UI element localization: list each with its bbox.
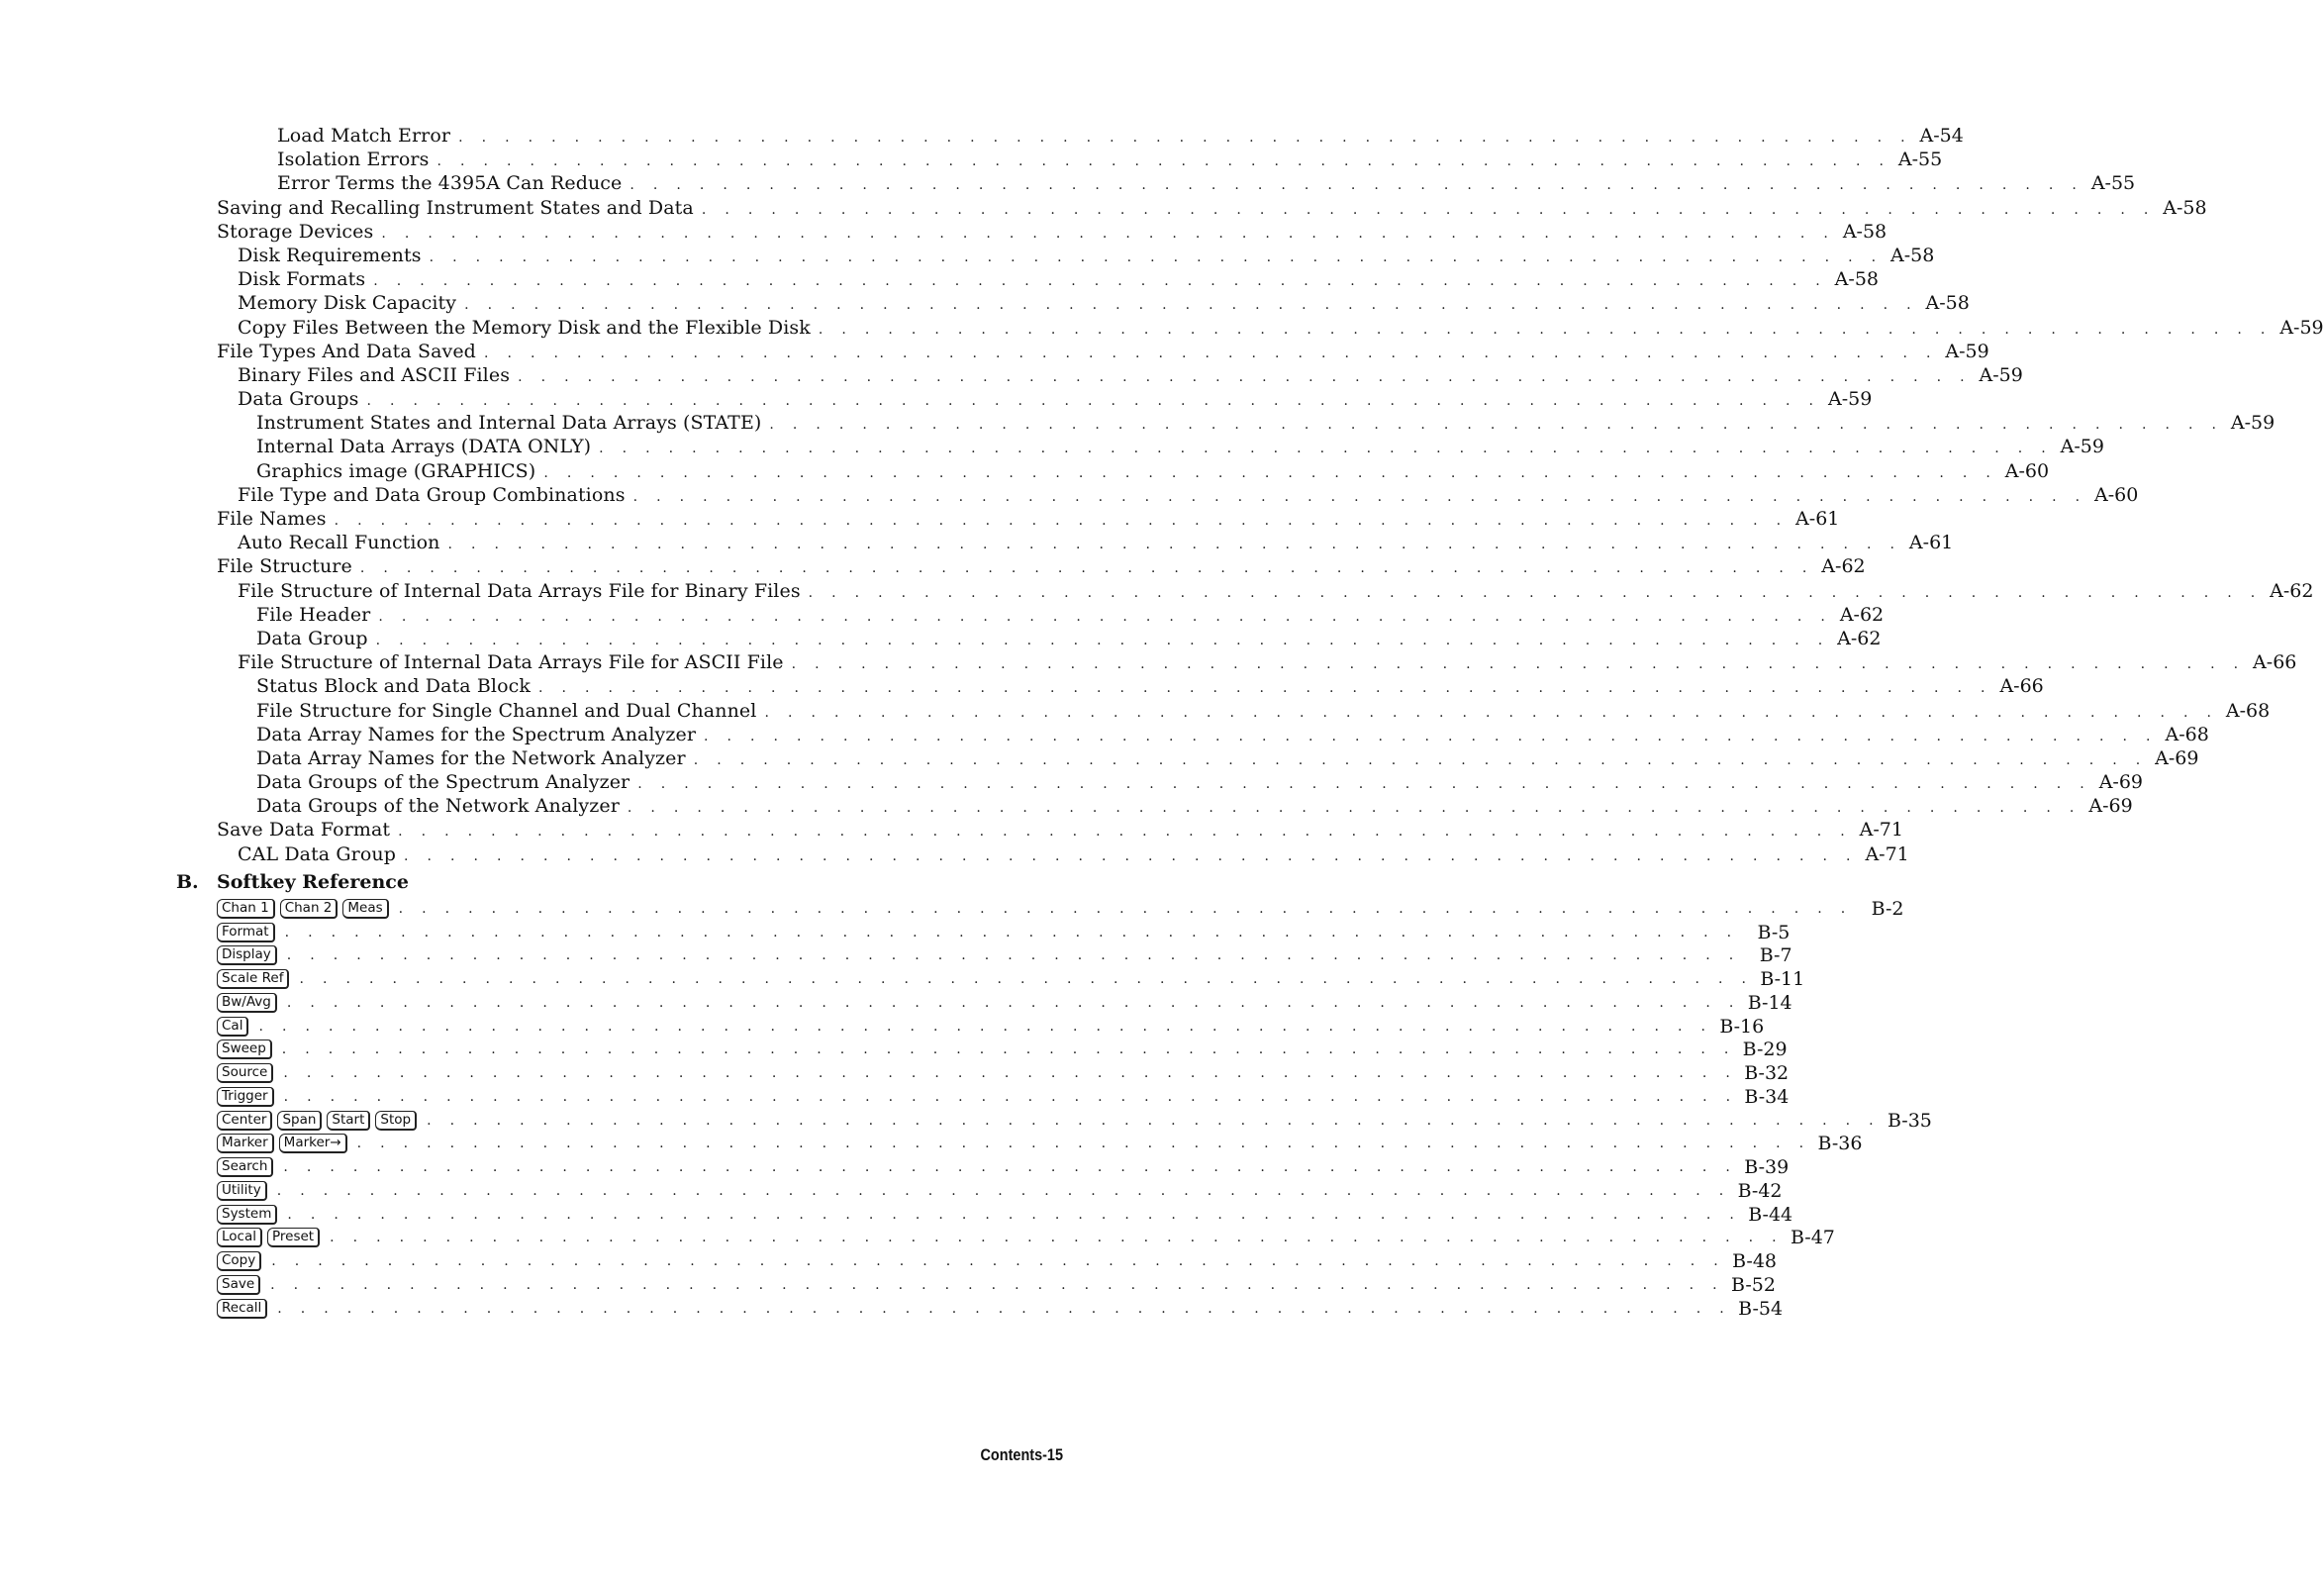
toc-entry-page: A-62	[2270, 579, 2314, 602]
toc-entry-title: Disk Requirements	[238, 244, 422, 266]
key-group	[217, 1134, 347, 1153]
toc-entry[interactable]	[217, 244, 1935, 267]
hardkey-label: Center	[217, 1111, 272, 1131]
toc-entry[interactable]	[217, 603, 1885, 627]
softkey-entry-page: B-44	[1748, 1203, 1793, 1226]
softkey-entry-page: B-36	[1817, 1133, 1863, 1155]
softkey-entry[interactable]	[217, 1133, 1863, 1156]
dot-leader: . . . . . . . . . . . . . . . . . . . . . . . . . . . . . . . . . . . . . . . . . . . . . . . . . . . . . . . . . . . . . . .	[704, 728, 2158, 744]
dot-leader: . . . . . . . . . . . . . . . . . . . . . . . . . . . . . . . . . . . . . . . . . . . . . . . . . . . . . . . . . . . . . . .	[284, 924, 1739, 940]
toc-entry[interactable]	[217, 818, 1903, 842]
dot-leader: . . . . . . . . . . . . . . . . . . . . . . . . . . . . . . . . . . . . . . . . . . . . . . . . . . . . . . . . . . . . . . .	[281, 1041, 1736, 1058]
softkey-entry[interactable]	[217, 967, 1805, 991]
toc-entry-title: Status Block and Data Block	[256, 675, 531, 698]
dot-leader: . . . . . . . . . . . . . . . . . . . . . . . . . . . . . . . . . . . . . . . . . . . . . . . . . . . . . . . . . . . . . . .	[764, 704, 2219, 721]
dot-leader: . . . . . . . . . . . . . . . . . . . . . . . . . . . . . . . . . . . . . . . . . . . . . . . . . . . . . . . . . . . . . . .	[373, 273, 1827, 290]
section-letter: B.	[176, 871, 199, 893]
hardkey-label: Span	[277, 1111, 322, 1131]
softkey-entry[interactable]	[217, 1109, 1932, 1133]
toc-entry[interactable]	[217, 148, 1943, 171]
hardkey-label: Meas	[342, 899, 388, 919]
key-group	[217, 993, 277, 1013]
toc-entry[interactable]	[217, 363, 2023, 387]
toc-entry[interactable]	[217, 674, 2044, 698]
toc-entry[interactable]	[217, 650, 2297, 674]
key-group	[217, 945, 277, 965]
softkey-entry[interactable]	[217, 897, 1904, 921]
toc-entry-title: File Structure for Single Channel and Dual Channel	[256, 699, 757, 722]
toc-entry[interactable]	[217, 627, 1882, 650]
toc-entry-page: A-60	[2004, 459, 2050, 482]
toc-entry-page: A-62	[1839, 603, 1885, 626]
toc-entry-title: Data Groups of the Spectrum Analyzer	[256, 771, 630, 794]
softkey-entry-page: B-7	[1759, 944, 1792, 967]
key-group	[217, 1251, 261, 1271]
dot-leader: . . . . . . . . . . . . . . . . . . . . . . . . . . . . . . . . . . . . . . . . . . . . . . . . . . . . . . . . . . . . . . .	[769, 417, 2224, 434]
toc-entry-page: A-66	[1999, 675, 2044, 698]
dot-leader: . . . . . . . . . . . . . . . . . . . . . . . . . . . . . . . . . . . . . . . . . . . . . . . . . . . . . . . . . . . . . . .	[629, 177, 2084, 194]
hardkey-label: Local	[217, 1228, 262, 1247]
softkey-entry-page: B-48	[1732, 1250, 1778, 1273]
toc-entry[interactable]	[217, 435, 2104, 458]
toc-entry[interactable]	[217, 124, 1964, 148]
toc-entry[interactable]	[217, 291, 1970, 315]
softkey-entry-page: B-2	[1871, 897, 1904, 920]
toc-entry-page: A-54	[1919, 125, 1964, 147]
softkey-entry-page: B-32	[1744, 1062, 1790, 1085]
softkey-entry[interactable]	[217, 1155, 1790, 1179]
section-heading	[176, 871, 409, 893]
dot-leader: . . . . . . . . . . . . . . . . . . . . . . . . . . . . . . . . . . . . . . . . . . . . . . . . . . . . . . . . . . . . . . .	[276, 1182, 1731, 1199]
softkey-entry[interactable]	[217, 1015, 1765, 1039]
softkey-entry[interactable]	[217, 1039, 1788, 1062]
key-group	[217, 1181, 267, 1201]
toc-entry-title: Data Group	[256, 627, 368, 649]
toc-list	[217, 124, 2324, 866]
softkey-entry[interactable]	[217, 1203, 1793, 1227]
dot-leader: . . . . . . . . . . . . . . . . . . . . . . . . . . . . . . . . . . . . . . . . . . . . . . . . . . . . . . . . . . . . . . .	[286, 947, 1741, 964]
dot-leader: . . . . . . . . . . . . . . . . . . . . . . . . . . . . . . . . . . . . . . . . . . . . . . . . . . . . . . . . . . . . . . .	[458, 130, 1912, 146]
dot-leader: . . . . . . . . . . . . . . . . . . . . . . . . . . . . . . . . . . . . . . . . . . . . . . . . . . . . . . . . . . . . . . .	[632, 488, 2087, 505]
hardkey-label: Recall	[217, 1299, 267, 1319]
dot-leader: . . . . . . . . . . . . . . . . . . . . . . . . . . . . . . . . . . . . . . . . . . . . . . . . . . . . . . . . . . . . . . .	[808, 584, 2263, 601]
dot-leader: . . . . . . . . . . . . . . . . . . . . . . . . . . . . . . . . . . . . . . . . . . . . . . . . . . . . . . . . . . . . . . .	[701, 201, 2156, 218]
dot-leader: . . . . . . . . . . . . . . . . . . . . . . . . . . . . . . . . . . . . . . . . . . . . . . . . . . . . . . . . . . . . . . .	[283, 1088, 1738, 1105]
toc-entry-page: A-66	[2253, 651, 2297, 674]
toc-entry[interactable]	[217, 770, 2144, 794]
dot-leader: . . . . . . . . . . . . . . . . . . . . . . . . . . . . . . . . . . . . . . . . . . . . . . . . . . . . . . . . . . . . . . .	[543, 464, 1998, 481]
toc-entry-title: Graphics image (GRAPHICS)	[256, 459, 536, 482]
toc-entry-page: A-55	[1897, 148, 1943, 171]
toc-entry-page: A-69	[2088, 795, 2133, 818]
hardkey-label: Utility	[217, 1181, 267, 1201]
key-group	[217, 1111, 417, 1131]
dot-leader: . . . . . . . . . . . . . . . . . . . . . . . . . . . . . . . . . . . . . . . . . . . . . . . . . . . . . . . . . . . . . . .	[818, 321, 2273, 338]
dot-leader: . . . . . . . . . . . . . . . . . . . . . . . . . . . . . . . . . . . . . . . . . . . . . . . . . . . . . . . . . . . . . . .	[436, 153, 1891, 170]
toc-entry-title: Data Array Names for the Spectrum Analyzer	[256, 723, 697, 745]
toc-entry-page: A-59	[1945, 340, 1989, 362]
toc-entry-page: A-58	[1842, 220, 1888, 243]
toc-entry[interactable]	[217, 699, 2271, 723]
toc-entry-page: A-68	[2165, 723, 2209, 745]
hardkey-label: Format	[217, 923, 275, 942]
dot-leader: . . . . . . . . . . . . . . . . . . . . . . . . . . . . . . . . . . . . . . . . . . . . . . . . . . . . . . . . . . . . . . .	[330, 1230, 1784, 1246]
softkey-entry-page: B-14	[1747, 991, 1792, 1014]
toc-entry-page: A-58	[1890, 244, 1935, 266]
toc-entry-title: File Header	[256, 603, 371, 626]
dot-leader: . . . . . . . . . . . . . . . . . . . . . . . . . . . . . . . . . . . . . . . . . . . . . . . . . . . . . . . . . . . . . . .	[356, 1136, 1811, 1152]
hardkey-label: Source	[217, 1063, 273, 1083]
dot-leader: . . . . . . . . . . . . . . . . . . . . . . . . . . . . . . . . . . . . . . . . . . . . . . . . . . . . . . . . . . . . . . .	[599, 441, 2053, 457]
toc-entry-page: A-60	[2094, 483, 2139, 506]
toc-entry-title: Auto Recall Function	[238, 532, 440, 554]
softkey-entry[interactable]	[217, 1227, 1835, 1250]
toc-entry-title: Data Groups of the Network Analyzer	[256, 795, 620, 818]
toc-entry-page: A-59	[1979, 363, 2023, 386]
hardkey-label: Sweep	[217, 1040, 272, 1059]
toc-entry-page: A-61	[1795, 508, 1840, 530]
toc-entry[interactable]	[217, 579, 2314, 603]
softkey-entry-page: B-16	[1719, 1015, 1765, 1038]
dot-leader: . . . . . . . . . . . . . . . . . . . . . . . . . . . . . . . . . . . . . . . . . . . . . . . . . . . . . . . . . . . . . . .	[299, 971, 1754, 988]
toc-entry-title: File Names	[217, 508, 327, 530]
dot-leader: . . . . . . . . . . . . . . . . . . . . . . . . . . . . . . . . . . . . . . . . . . . . . . . . . . . . . . . . . . . . . . .	[271, 1253, 1726, 1270]
toc-entry[interactable]	[217, 746, 2199, 770]
toc-entry[interactable]	[217, 723, 2209, 746]
softkey-entry[interactable]	[217, 1273, 1776, 1297]
softkey-entry-page: B-47	[1790, 1227, 1835, 1249]
toc-entry[interactable]	[217, 531, 1954, 554]
dot-leader: . . . . . . . . . . . . . . . . . . . . . . . . . . . . . . . . . . . . . . . . . . . . . . . . . . . . . . . . . . . . . . .	[334, 513, 1789, 529]
softkey-entry[interactable]	[217, 1085, 1790, 1109]
dot-leader: . . . . . . . . . . . . . . . . . . . . . . . . . . . . . . . . . . . . . . . . . . . . . . . . . . . . . . . . . . . . . . .	[518, 368, 1972, 385]
softkey-entry[interactable]	[217, 1297, 1784, 1321]
dot-leader: . . . . . . . . . . . . . . . . . . . . . . . . . . . . . . . . . . . . . . . . . . . . . . . . . . . . . . . . . . . . . . .	[277, 1300, 1732, 1317]
toc-entry-page: A-61	[1908, 532, 1954, 554]
toc-entry-page: A-59	[2060, 436, 2104, 458]
dot-leader: . . . . . . . . . . . . . . . . . . . . . . . . . . . . . . . . . . . . . . . . . . . . . . . . . . . . . . . . . . . . . . .	[258, 1018, 1713, 1035]
toc-entry-title: File Type and Data Group Combinations	[238, 483, 626, 506]
dot-leader: . . . . . . . . . . . . . . . . . . . . . . . . . . . . . . . . . . . . . . . . . . . . . . . . . . . . . . . . . . . . . . .	[791, 656, 2246, 673]
toc-entry-page: A-71	[1859, 819, 1903, 842]
toc-entry-title: Internal Data Arrays (DATA ONLY)	[256, 436, 592, 458]
dot-leader: . . . . . . . . . . . . . . . . . . . . . . . . . . . . . . . . . . . . . . . . . . . . . . . . . . . . . . . . . . . . . . .	[429, 248, 1884, 265]
toc-entry-title: File Types And Data Saved	[217, 340, 476, 362]
toc-entry-page: A-68	[2225, 699, 2271, 722]
hardkey-label: Display	[217, 945, 277, 965]
toc-entry-page: A-58	[1925, 292, 1970, 315]
softkey-entry[interactable]	[217, 921, 1791, 944]
toc-entry[interactable]	[217, 483, 2139, 507]
dot-leader: . . . . . . . . . . . . . . . . . . . . . . . . . . . . . . . . . . . . . . . . . . . . . . . . . . . . . . . . . . . . . . .	[464, 297, 1918, 314]
softkey-entry[interactable]	[217, 1179, 1783, 1203]
key-group	[217, 1087, 274, 1107]
softkey-entry-page: B-5	[1757, 921, 1791, 943]
toc-entry-title: Load Match Error	[277, 125, 451, 147]
toc-entry-title: Error Terms the 4395A Can Reduce	[277, 172, 623, 195]
toc-entry-page: A-69	[2098, 771, 2144, 794]
key-group	[217, 1157, 273, 1177]
toc-entry-title: Binary Files and ASCII Files	[238, 363, 511, 386]
key-group	[217, 1275, 260, 1295]
section-title: Softkey Reference	[217, 871, 409, 893]
dot-leader: . . . . . . . . . . . . . . . . . . . . . . . . . . . . . . . . . . . . . . . . . . . . . . . . . . . . . . . . . . . . . . .	[359, 560, 1814, 577]
toc-entry-title: Saving and Recalling Instrument States and Data	[217, 196, 694, 219]
toc-entry[interactable]	[217, 411, 2276, 435]
key-group	[217, 1063, 273, 1083]
dot-leader: . . . . . . . . . . . . . . . . . . . . . . . . . . . . . . . . . . . . . . . . . . . . . . . . . . . . . . . . . . . . . . .	[381, 225, 1836, 242]
dot-leader: . . . . . . . . . . . . . . . . . . . . . . . . . . . . . . . . . . . . . . . . . . . . . . . . . . . . . . . . . . . . . . .	[270, 1276, 1724, 1293]
toc-entry[interactable]	[217, 171, 2136, 195]
softkey-entry-page: B-42	[1737, 1179, 1783, 1202]
toc-entry-page: A-69	[2155, 746, 2199, 769]
dot-leader: . . . . . . . . . . . . . . . . . . . . . . . . . . . . . . . . . . . . . . . . . . . . . . . . . . . . . . . . . . . . . . .	[693, 751, 2148, 768]
dot-leader: . . . . . . . . . . . . . . . . . . . . . . . . . . . . . . . . . . . . . . . . . . . . . . . . . . . . . . . . . . . . . . .	[403, 847, 1858, 864]
dot-leader: . . . . . . . . . . . . . . . . . . . . . . . . . . . . . . . . . . . . . . . . . . . . . . . . . . . . . . . . . . . . . . .	[283, 1159, 1738, 1176]
softkey-entry-page: B-34	[1744, 1085, 1790, 1108]
toc-entry-page: A-62	[1821, 555, 1866, 578]
hardkey-label: Search	[217, 1157, 273, 1177]
toc-entry-page: A-71	[1865, 842, 1909, 865]
toc-entry-page: A-59	[1827, 388, 1873, 411]
toc-entry-page: A-59	[2230, 412, 2276, 435]
softkey-entry-page: B-39	[1744, 1156, 1790, 1179]
toc-entry-title: File Structure	[217, 555, 352, 578]
toc-entry[interactable]	[217, 196, 2207, 220]
softkey-entry-page: B-52	[1731, 1273, 1776, 1296]
softkey-entry[interactable]	[217, 944, 1792, 968]
toc-entry-title: File Structure of Internal Data Arrays File for ASCII File	[238, 651, 784, 674]
dot-leader: . . . . . . . . . . . . . . . . . . . . . . . . . . . . . . . . . . . . . . . . . . . . . . . . . . . . . . . . . . . . . . .	[378, 608, 1833, 625]
toc-entry-page: A-55	[2090, 172, 2136, 195]
dot-leader: . . . . . . . . . . . . . . . . . . . . . . . . . . . . . . . . . . . . . . . . . . . . . . . . . . . . . . . . . . . . . . .	[398, 900, 1853, 917]
toc-entry-page: A-59	[2279, 316, 2324, 339]
toc-entry-title: Instrument States and Internal Data Arrays (STATE)	[256, 412, 762, 435]
hardkey-label: Save	[217, 1275, 260, 1295]
toc-entry-title: Data Array Names for the Network Analyzer	[256, 746, 686, 769]
toc-entry-page: A-58	[1834, 268, 1879, 291]
toc-entry[interactable]	[217, 842, 1909, 866]
toc-entry-title: Copy Files Between the Memory Disk and the Flexible Disk	[238, 316, 811, 339]
dot-leader: . . . . . . . . . . . . . . . . . . . . . . . . . . . . . . . . . . . . . . . . . . . . . . . . . . . . . . . . . . . . . . .	[283, 1065, 1738, 1082]
hardkey-label: Marker→	[279, 1134, 347, 1153]
toc-entry-title: Memory Disk Capacity	[238, 292, 457, 315]
softkey-entry[interactable]	[217, 1061, 1790, 1085]
toc-entry[interactable]	[217, 267, 1879, 291]
softkey-list	[217, 897, 1932, 1321]
toc-entry-title: Disk Formats	[238, 268, 366, 291]
hardkey-label: Chan 2	[280, 899, 339, 919]
toc-entry-title: Data Groups	[238, 388, 359, 411]
hardkey-label: System	[217, 1205, 277, 1225]
softkey-entry-page: B-35	[1887, 1109, 1932, 1132]
hardkey-label: Stop	[375, 1111, 417, 1131]
key-group	[217, 1228, 320, 1247]
toc-entry[interactable]	[217, 794, 2133, 818]
dot-leader: . . . . . . . . . . . . . . . . . . . . . . . . . . . . . . . . . . . . . . . . . . . . . . . . . . . . . . . . . . . . . . .	[637, 776, 2092, 793]
softkey-entry[interactable]	[217, 1249, 1778, 1273]
toc-entry[interactable]	[217, 459, 2050, 483]
toc-entry[interactable]	[217, 387, 1873, 411]
dot-leader: . . . . . . . . . . . . . . . . . . . . . . . . . . . . . . . . . . . . . . . . . . . . . . . . . . . . . . . . . . . . . . .	[483, 345, 1938, 361]
toc-entry[interactable]	[217, 554, 1866, 578]
hardkey-label: Preset	[267, 1228, 320, 1247]
dot-leader: . . . . . . . . . . . . . . . . . . . . . . . . . . . . . . . . . . . . . . . . . . . . . . . . . . . . . . . . . . . . . . .	[398, 824, 1852, 841]
hardkey-label: Scale Ref	[217, 969, 289, 989]
toc-entry[interactable]	[217, 316, 2324, 340]
dot-leader: . . . . . . . . . . . . . . . . . . . . . . . . . . . . . . . . . . . . . . . . . . . . . . . . . . . . . . . . . . . . . . .	[627, 800, 2082, 817]
hardkey-label: Chan 1	[217, 899, 275, 919]
key-group	[217, 1205, 277, 1225]
dot-leader: . . . . . . . . . . . . . . . . . . . . . . . . . . . . . . . . . . . . . . . . . . . . . . . . . . . . . . . . . . . . . . .	[537, 680, 1992, 697]
hardkey-label: Copy	[217, 1251, 261, 1271]
key-group	[217, 899, 389, 919]
softkey-entry-page: B-11	[1760, 968, 1805, 991]
dot-leader: . . . . . . . . . . . . . . . . . . . . . . . . . . . . . . . . . . . . . . . . . . . . . . . . . . . . . . . . . . . . . . .	[375, 632, 1830, 648]
dot-leader: . . . . . . . . . . . . . . . . . . . . . . . . . . . . . . . . . . . . . . . . . . . . . . . . . . . . . . . . . . . . . . .	[447, 537, 1902, 553]
toc-entry[interactable]	[217, 220, 1888, 244]
hardkey-label: Cal	[217, 1017, 248, 1037]
key-group	[217, 1017, 248, 1037]
softkey-entry-page: B-54	[1738, 1297, 1784, 1320]
softkey-entry-page: B-29	[1742, 1039, 1788, 1061]
key-group	[217, 1299, 267, 1319]
toc-entry-title: Isolation Errors	[277, 148, 430, 171]
dot-leader: . . . . . . . . . . . . . . . . . . . . . . . . . . . . . . . . . . . . . . . . . . . . . . . . . . . . . . . . . . . . . . .	[366, 393, 1821, 410]
toc-entry-page: A-58	[2163, 196, 2207, 219]
page-footer: Contents-15	[980, 1445, 1063, 1464]
toc-entry-title: Save Data Format	[217, 819, 391, 842]
key-group	[217, 923, 275, 942]
toc-entry[interactable]	[217, 340, 1989, 363]
toc-entry[interactable]	[217, 507, 1840, 531]
hardkey-label: Marker	[217, 1134, 274, 1153]
toc-entry-title: CAL Data Group	[238, 842, 396, 865]
hardkey-label: Start	[327, 1111, 370, 1131]
hardkey-label: Bw/Avg	[217, 993, 277, 1013]
softkey-entry[interactable]	[217, 991, 1792, 1015]
dot-leader: . . . . . . . . . . . . . . . . . . . . . . . . . . . . . . . . . . . . . . . . . . . . . . . . . . . . . . . . . . . . . . .	[286, 994, 1741, 1011]
toc-entry-title: Storage Devices	[217, 220, 374, 243]
dot-leader: . . . . . . . . . . . . . . . . . . . . . . . . . . . . . . . . . . . . . . . . . . . . . . . . . . . . . . . . . . . . . . .	[427, 1112, 1881, 1129]
toc-entry-page: A-62	[1837, 627, 1882, 649]
hardkey-label: Trigger	[217, 1087, 274, 1107]
dot-leader: . . . . . . . . . . . . . . . . . . . . . . . . . . . . . . . . . . . . . . . . . . . . . . . . . . . . . . . . . . . . . . .	[287, 1206, 1742, 1223]
key-group	[217, 969, 289, 989]
key-group	[217, 1040, 272, 1059]
toc-entry-title: File Structure of Internal Data Arrays File for Binary Files	[238, 579, 801, 602]
